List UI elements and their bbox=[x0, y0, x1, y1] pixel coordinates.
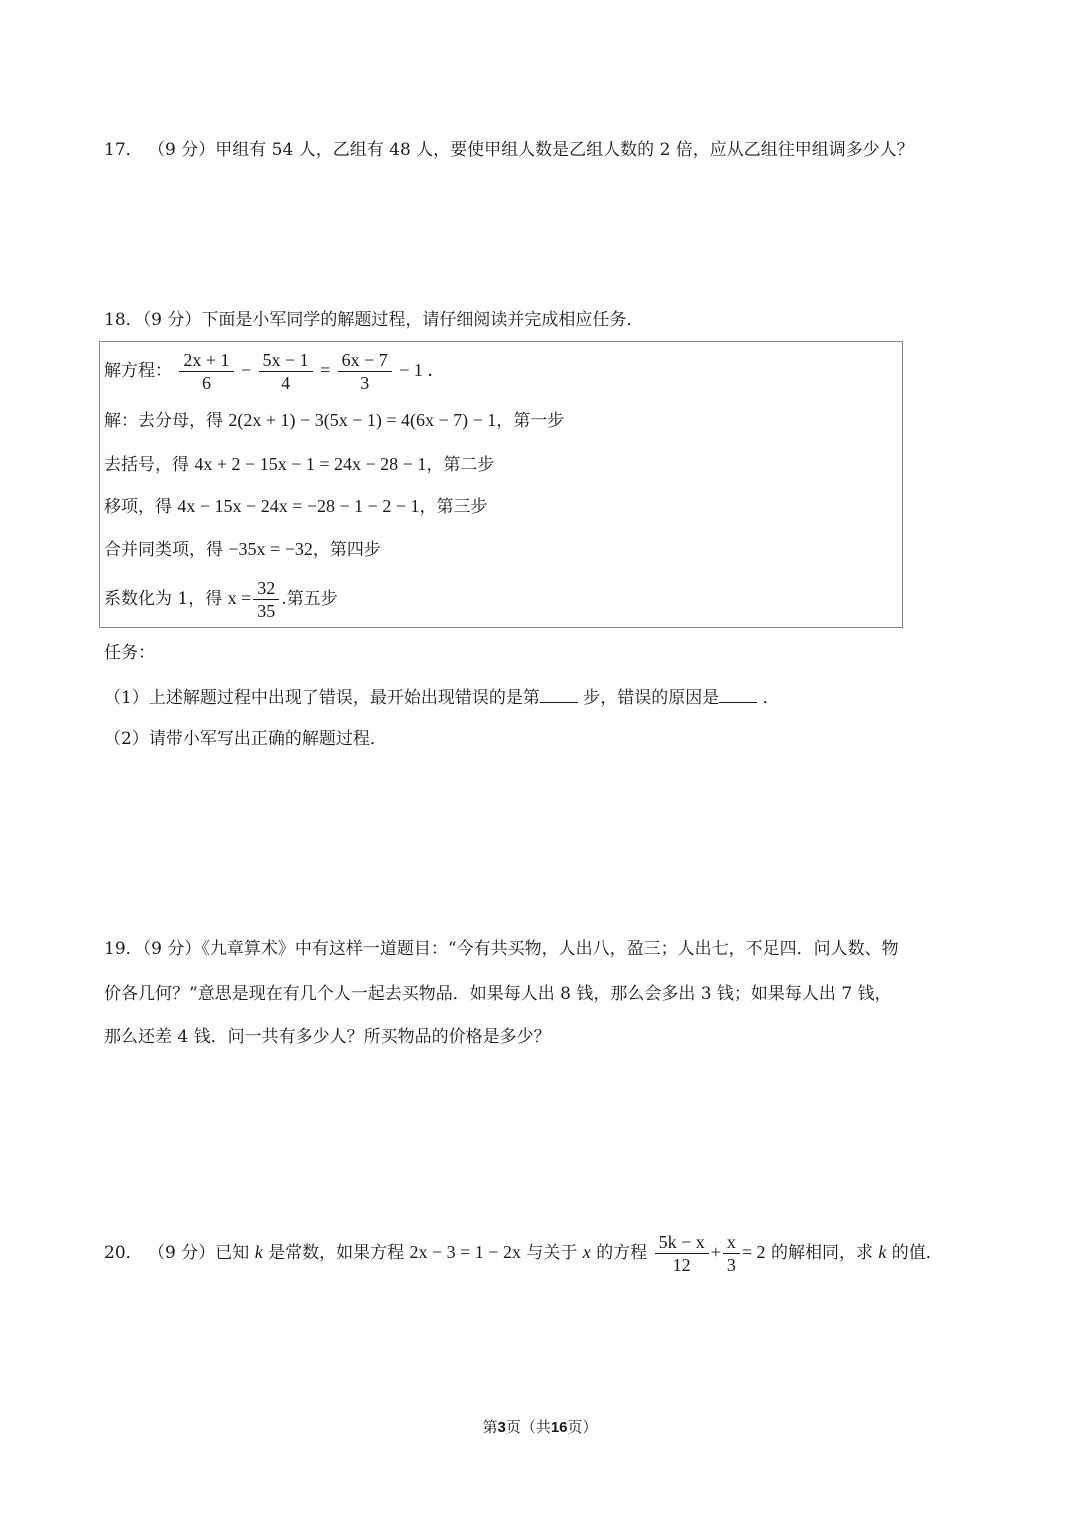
page-footer bbox=[0, 1416, 1080, 1437]
q20-fraction-1-denominator: 12 bbox=[672, 1255, 691, 1275]
q18-score: （9 分） bbox=[142, 310, 202, 330]
q20-text-c: 与关于 bbox=[526, 1243, 578, 1263]
problem-tail: − 1 ． bbox=[399, 360, 446, 380]
q20-text-a: 已知 bbox=[215, 1243, 250, 1263]
q20-equation-1: 2x − 3 = 1 − 2x bbox=[409, 1242, 521, 1262]
q20-fraction-1 bbox=[655, 1231, 709, 1276]
task-2: （2）请带小军写出正确的解题过程． bbox=[104, 729, 387, 749]
step-1-label: 解：去分母，得 bbox=[104, 411, 223, 431]
footer-text-a: 第 bbox=[482, 1418, 498, 1436]
step-4 bbox=[104, 538, 381, 561]
task-1-text-c: ． bbox=[762, 688, 780, 708]
question-19-line-2: 价各几何？”意思是现在有几个人一起去买物品．如果每人出 8 钱，那么会多出 3 钱；如果每人出 7 钱， bbox=[104, 984, 892, 1004]
task-1-text-a: （1）上述解题过程中出现了错误，最开始出现错误的是第 bbox=[104, 688, 540, 708]
step-3-equation: 4x − 15x − 24x = −28 − 1 − 2 − 1 bbox=[177, 496, 420, 516]
fraction-1-denominator: 6 bbox=[201, 373, 211, 393]
task-1 bbox=[104, 686, 780, 709]
task-1-text-b: 步，错误的原因是 bbox=[583, 688, 720, 708]
step-5-variable: x = bbox=[227, 588, 252, 608]
q20-var-k: k bbox=[254, 1242, 263, 1262]
q19-number: 19． bbox=[104, 939, 143, 959]
step-4-tail: ，第四步 bbox=[312, 540, 381, 560]
question-17 bbox=[104, 139, 914, 161]
q20-var-k-2: k bbox=[878, 1242, 887, 1262]
fraction-2 bbox=[259, 349, 313, 394]
step-2-equation: 4x + 2 − 15x − 1 = 24x − 28 − 1 bbox=[194, 454, 427, 474]
step-2 bbox=[104, 453, 494, 476]
step-5 bbox=[104, 574, 338, 623]
question-19-line-3: 那么还差 4 钱．问一共有多少人？所买物品的价格是多少？ bbox=[104, 1027, 551, 1047]
q20-number: 20． bbox=[104, 1243, 143, 1263]
q17-number: 17． bbox=[104, 140, 143, 160]
step-5-label: 系数化为 1，得 bbox=[104, 589, 223, 609]
step-5-denominator: 35 bbox=[257, 601, 276, 621]
step-3-label: 移项，得 bbox=[104, 497, 172, 517]
q20-fraction-2-denominator: 3 bbox=[726, 1255, 736, 1275]
step-4-label: 合并同类项，得 bbox=[104, 540, 223, 560]
step-1-equation: 2(2x + 1) − 3(5x − 1) = 4(6x − 7) − 1 bbox=[228, 410, 497, 430]
q19-text-1: 《九章算术》中有这样一道题目：“今有共买物，人出八，盈三；人出七，不足四．问人数、物 bbox=[201, 939, 899, 959]
footer-text-b: 页（共 bbox=[505, 1418, 551, 1436]
question-19-line-1 bbox=[104, 938, 899, 960]
q19-score: （9 分） bbox=[142, 939, 202, 959]
q20-equation-tail: = 2 bbox=[741, 1242, 766, 1262]
q20-plus: + bbox=[710, 1242, 721, 1262]
task-label: 任务： bbox=[104, 643, 155, 663]
step-4-equation: −35x = −32 bbox=[228, 539, 313, 559]
step-5-tail: .第五步 bbox=[281, 589, 338, 609]
problem-label: 解方程： bbox=[104, 361, 172, 381]
fraction-3-numerator: 6x − 7 bbox=[338, 349, 392, 372]
q17-text: 甲组有 54 人，乙组有 48 人，要使甲组人数是乙组人数的 2 倍，应从乙组往甲组调多少人？ bbox=[215, 140, 914, 160]
q20-fraction-1-numerator: 5k − x bbox=[655, 1231, 709, 1254]
q20-score: （9 分） bbox=[148, 1243, 216, 1263]
q20-text-d: 的方程 bbox=[596, 1243, 648, 1263]
q20-var-x: x bbox=[582, 1242, 591, 1262]
step-5-numerator: 32 bbox=[253, 577, 279, 600]
fraction-2-numerator: 5x − 1 bbox=[259, 349, 313, 372]
q20-fraction-2-numerator: x bbox=[723, 1231, 740, 1254]
fraction-1 bbox=[179, 349, 233, 394]
total-pages: 16 bbox=[550, 1419, 568, 1436]
step-3-tail: ，第三步 bbox=[419, 497, 488, 517]
footer-text-c: 页） bbox=[567, 1418, 598, 1436]
step-1-tail: ，第一步 bbox=[496, 411, 565, 431]
q20-fraction-2 bbox=[723, 1231, 740, 1276]
q18-intro: 下面是小军同学的解题过程，请仔细阅读并完成相应任务． bbox=[201, 310, 644, 330]
fraction-1-numerator: 2x + 1 bbox=[179, 349, 233, 372]
fraction-2-denominator: 4 bbox=[281, 373, 291, 393]
step-3 bbox=[104, 495, 487, 518]
answer-blank-step[interactable] bbox=[540, 686, 578, 703]
fraction-3 bbox=[338, 349, 392, 394]
q20-text-e: 的解相同，求 bbox=[770, 1243, 873, 1263]
q18-number: 18． bbox=[104, 310, 143, 330]
problem-line: 解方程： $\frac{2x + 1}{6}$ − $\frac{5x - 1}{4}$ = $\frac{6x - 7}{3}$ − 1 ． bbox=[104, 350, 446, 393]
question-20 bbox=[104, 1228, 943, 1277]
q20-text-f: 的值． bbox=[891, 1243, 943, 1263]
fraction-3-denominator: 3 bbox=[360, 373, 370, 393]
page-number: 3 bbox=[497, 1419, 506, 1436]
answer-blank-reason[interactable] bbox=[719, 686, 757, 703]
q17-score: （9 分） bbox=[148, 140, 216, 160]
step-5-fraction bbox=[253, 577, 279, 622]
question-18-intro bbox=[104, 309, 643, 331]
step-2-tail: ，第二步 bbox=[426, 455, 495, 475]
q20-text-b: 是常数，如果方程 bbox=[268, 1243, 405, 1263]
step-2-label: 去括号，得 bbox=[104, 455, 189, 475]
step-1 bbox=[104, 409, 564, 432]
